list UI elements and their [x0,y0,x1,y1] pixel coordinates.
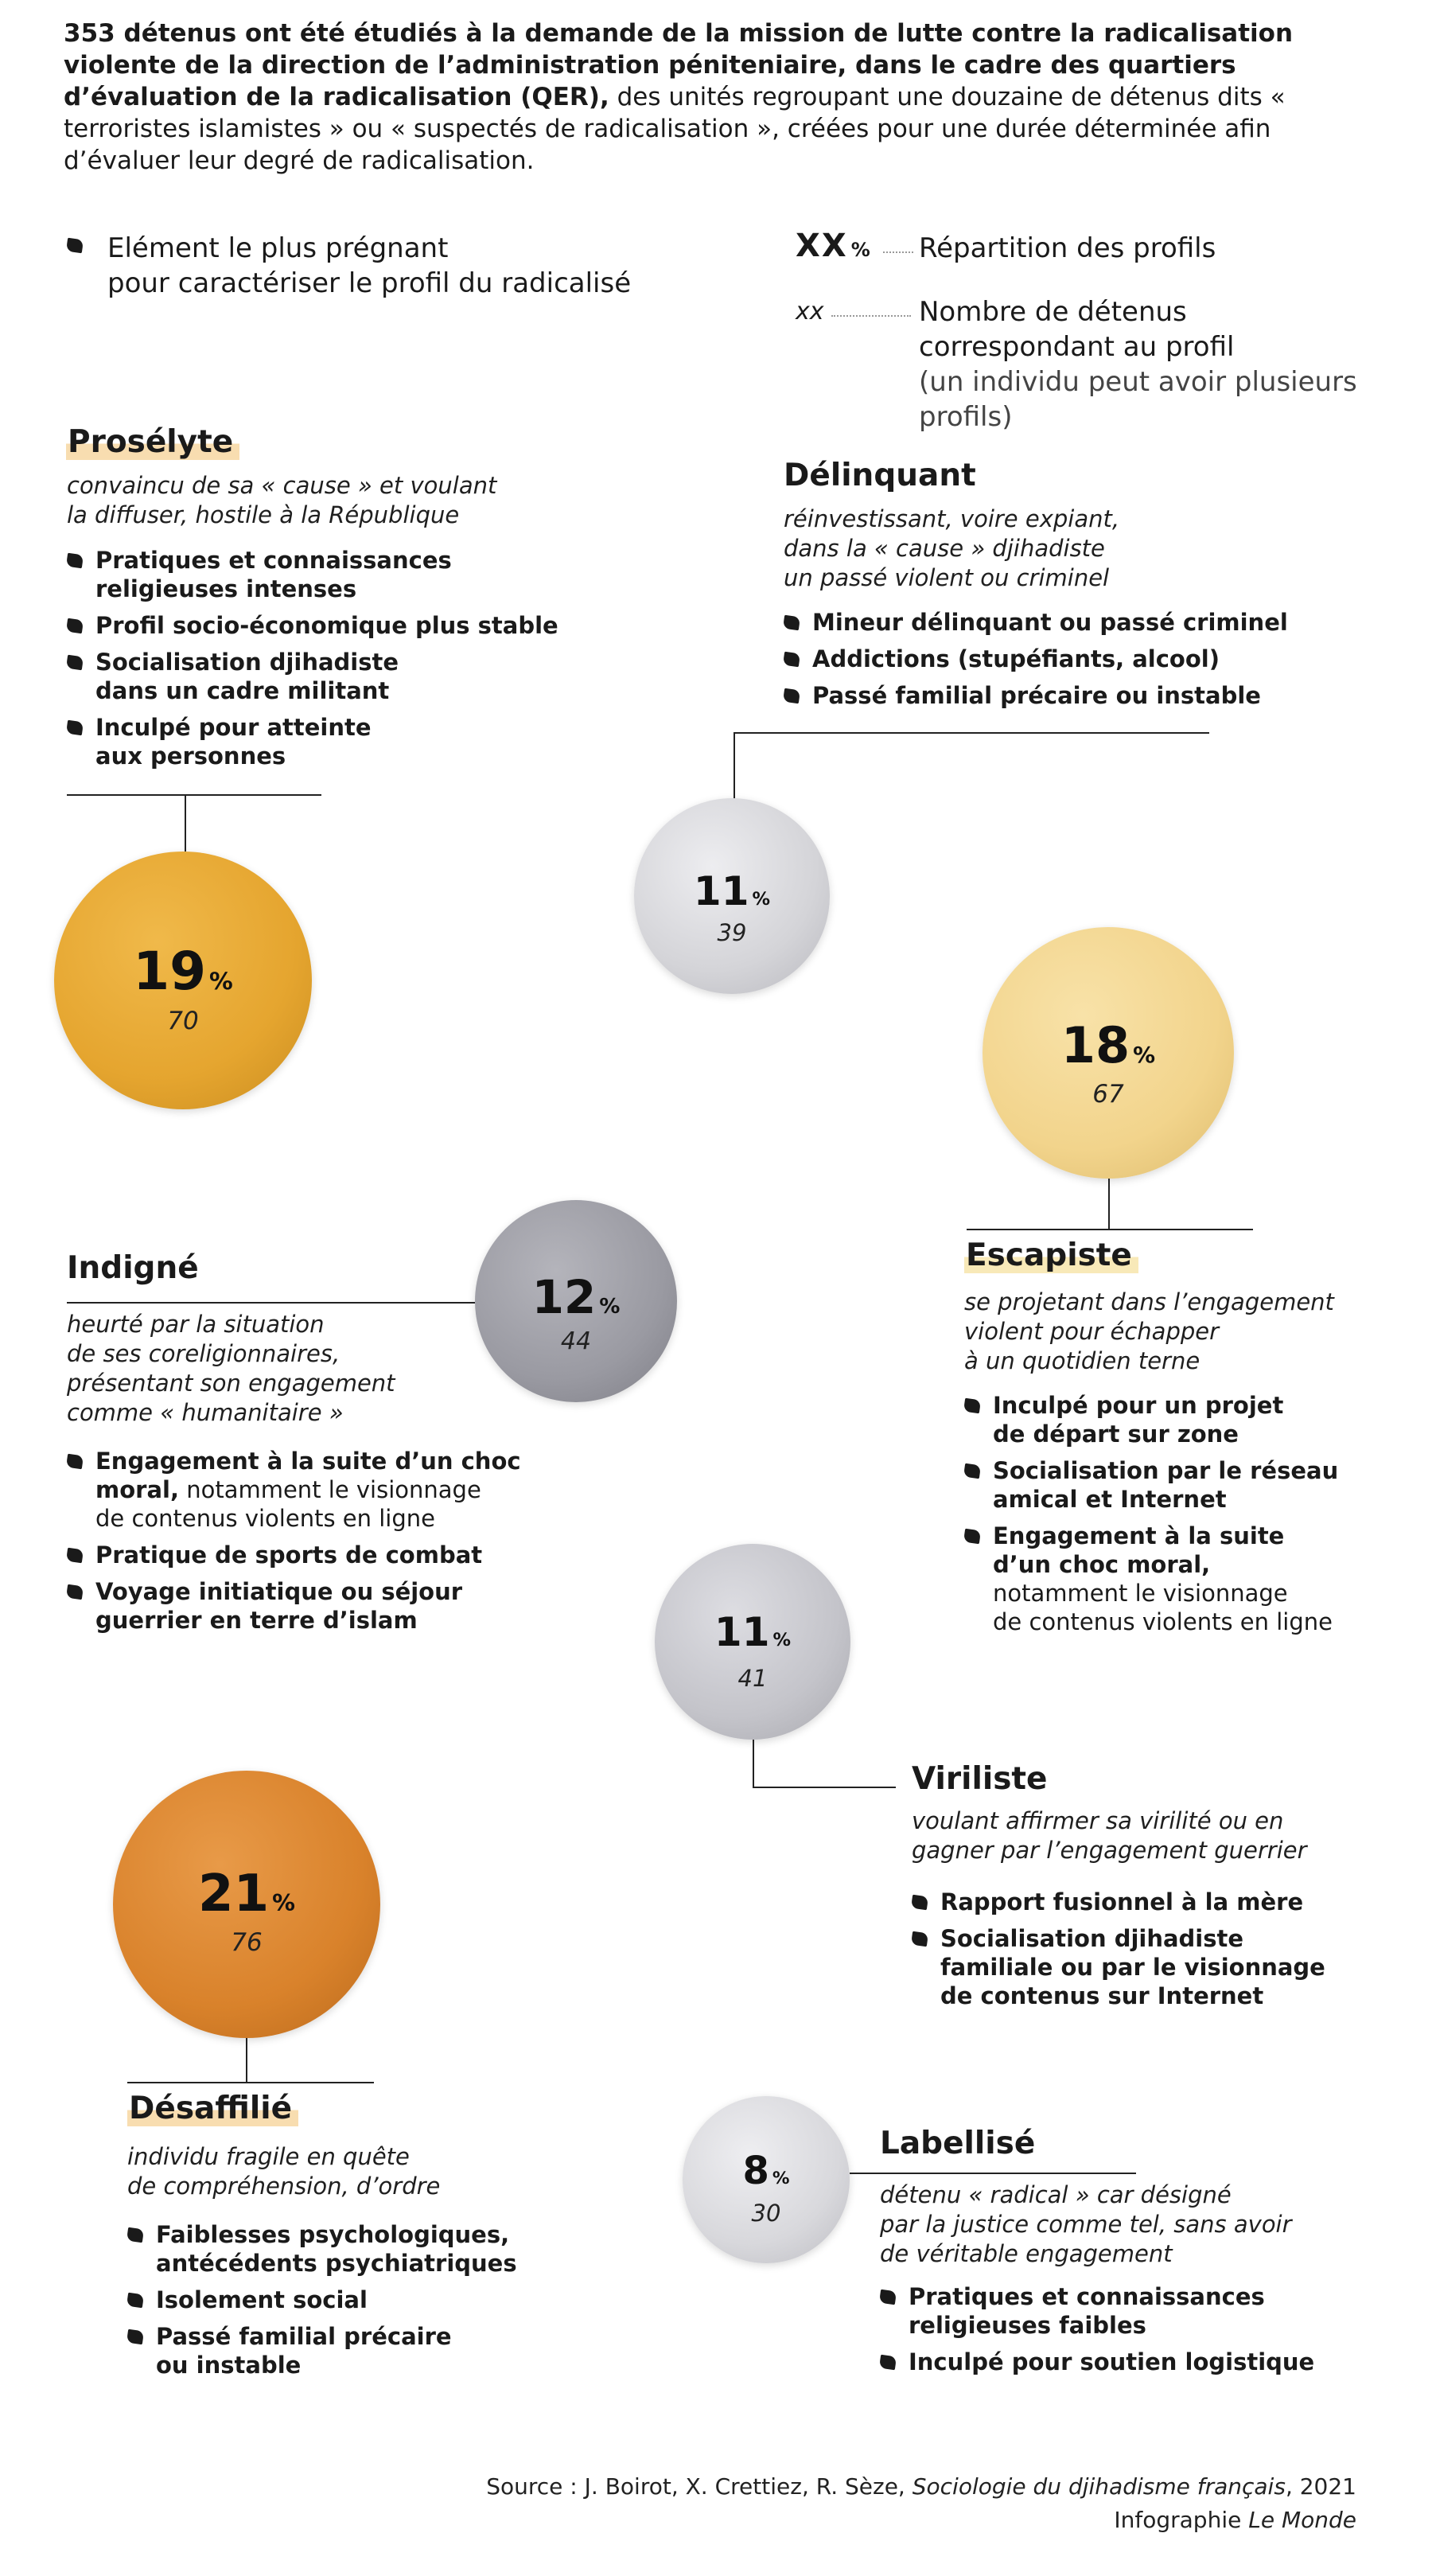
delinquant-connector-v [734,732,735,800]
list-item: Rapport fusionnel à la mère [912,1888,1405,1916]
bullet-icon [911,1931,928,1947]
list-item: Inculpé pour atteinte aux personnes [67,713,624,770]
list-item: Socialisation par le réseau amical et Internet [964,1456,1410,1514]
bullet-icon [783,615,800,631]
indigne-title: Indigné [67,1250,199,1286]
bullet-icon [879,2290,897,2305]
viriliste-count: 41 [737,1665,768,1692]
labellise-circle [683,2096,850,2263]
list-item: Engagement à la suite d’un choc moral, notamment le visionnage de contenus violents en ligne [964,1522,1410,1636]
bullet-icon [66,655,84,671]
bullet-icon [911,1895,928,1911]
escapiste-items [964,1391,1410,1644]
list-item: Socialisation djihadiste familiale ou par le visionnage de contenus sur Internet [912,1924,1405,2010]
list-item: Pratiques et connaissances religieuses intenses [67,546,624,603]
labellise-count: 30 [751,2200,781,2227]
bullet-icon [879,2355,897,2371]
proselyte-pct: 19 % [133,941,233,1002]
legend-pct-symbol: XX % [796,228,872,264]
bullet-icon [66,720,84,736]
escapiste-connector-h [967,1229,1253,1230]
viriliste-connector-v [753,1740,754,1787]
indigne-items [67,1447,576,1643]
indigne-pct: 12 % [531,1270,621,1324]
bullet-icon [126,2293,144,2309]
list-item: Inculpé pour soutien logistique [880,2348,1405,2376]
list-item: Voyage initiatique ou séjour guerrier en terre d’islam [67,1577,576,1635]
legend-count-dots [831,315,911,317]
indigne-count: 44 [560,1327,592,1355]
list-item: Faiblesses psychologiques, antécédents psychiatriques [127,2220,605,2278]
desaffilie-connector-v [246,2038,247,2083]
delinquant-connector-h [734,732,1209,734]
escapiste-connector-v [1108,1179,1110,1230]
proselyte-title-text: Prosélyte [66,424,239,460]
bullet-icon [783,688,800,704]
escapiste-count: 67 [1092,1080,1124,1109]
viriliste-connector-h [753,1787,896,1788]
viriliste-title: Viriliste [912,1761,1048,1797]
desaffilie-circle [113,1771,380,2038]
delinquant-items [784,608,1388,718]
escapiste-title: Escapiste [964,1237,1138,1275]
escapiste-circle [983,927,1234,1179]
list-item: Passé familial précaire ou instable [127,2322,605,2379]
legend-pct-label: Répartition des profils [919,232,1216,264]
desaffilie-description: individu fragile en quête de compréhension, d’ordre [127,2143,441,2200]
intro-paragraph [64,18,1352,177]
desaffilie-pct: 21 % [198,1865,295,1923]
proselyte-items [67,546,624,778]
legend-bullet-icon [66,238,84,254]
labellise-items [880,2282,1405,2384]
list-item: Pratique de sports de combat [67,1541,576,1569]
legend-pct-dots [883,251,913,253]
delinquant-title: Délinquant [784,458,976,493]
bullet-icon [66,1454,84,1470]
bullet-icon [126,2227,144,2243]
bullet-icon [783,652,800,668]
labellise-pct: 8 % [742,2149,790,2193]
viriliste-pct: 11 % [714,1609,792,1655]
legend-count-symbol: xx [796,298,824,325]
source-line: Source : J. Boirot, X. Crettiez, R. Sèze, Sociologie du djihadisme français, 2021 [486,2473,1356,2500]
desaffilie-connector-h [127,2082,374,2083]
proselyte-circle [54,852,312,1109]
labellise-connector-h [850,2173,1136,2174]
indigne-connector-h [67,1302,475,1304]
intro-rest: des unités regroupant une douzaine de détenus dits « terroristes islamistes » ou « suspectés de radicalisation », créées pour une durée déterminée afin d’évaluer leur degré de radicalisation. [64,83,1286,175]
desaffilie-title: Désaffilié [127,2090,298,2128]
list-item: Mineur délinquant ou passé criminel [784,608,1388,637]
delinquant-pct: 11 % [693,868,771,914]
list-item: Isolement social [127,2286,605,2314]
labellise-title: Labellisé [880,2126,1036,2161]
bullet-icon [963,1529,981,1545]
escapiste-pct: 18 % [1060,1016,1156,1074]
bullet-icon [66,553,84,569]
infographie-credit: Infographie Le Monde [1114,2507,1356,2533]
list-item: Profil socio-économique plus stable [67,611,624,640]
escapiste-description: se projetant dans l’engagement violent pour échapper à un quotidien terne [964,1288,1334,1374]
proselyte-description: convaincu de sa « cause » et voulant la diffuser, hostile à la République [67,472,497,528]
proselyte-title [66,423,239,462]
bullet-icon [66,1548,84,1564]
delinquant-description: réinvestissant, voire expiant, dans la « cause » djihadiste un passé violent ou criminel [784,505,1120,591]
delinquant-count: 39 [717,919,747,946]
delinquant-circle [634,798,830,994]
source-credit [486,2470,1356,2537]
list-item: Engagement à la suite d’un choc moral, notamment le visionnage de contenus violents en ligne [67,1447,576,1533]
viriliste-description: voulant affirmer sa virilité ou en gagner par l’engagement guerrier [912,1807,1307,1864]
bullet-icon [126,2329,144,2345]
list-item: Pratiques et connaissances religieuses faibles [880,2282,1405,2340]
bullet-icon [963,1398,981,1414]
list-item: Passé familial précaire ou instable [784,681,1388,710]
proselyte-connector-v [185,794,186,852]
list-item: Addictions (stupéfiants, alcool) [784,645,1388,673]
list-item: Socialisation djihadiste dans un cadre militant [67,648,624,705]
bullet-icon [66,618,84,634]
labellise-description: détenu « radical » car désigné par la justice comme tel, sans avoir de véritable engagement [880,2181,1292,2267]
bullet-icon [963,1463,981,1479]
legend-count-text: Nombre de détenus correspondant au profil (un individu peut avoir plusieurs profils) [919,296,1357,433]
legend-bullet-text: Elément le plus prégnant pour caractériser le profil du radicalisé [107,232,632,299]
desaffilie-items [127,2220,605,2387]
intro-bold: 353 détenus ont été étudiés à la demande de la mission de lutte contre la radicalisation violente de la direction de l’administration péniteniaire, dans le cadre des quartiers d’évaluation de la radicalisation (QER), [64,19,1294,111]
bullet-icon [66,1584,84,1600]
proselyte-connector-h [67,794,321,796]
list-item: Inculpé pour un projet de départ sur zone [964,1391,1410,1448]
proselyte-count: 70 [167,1007,199,1035]
indigne-description: heurté par la situation de ses coreligionnaires, présentant son engagement comme « humanitaire » [67,1311,395,1426]
viriliste-circle [655,1544,850,1740]
desaffilie-count: 76 [231,1928,263,1957]
viriliste-items [912,1888,1405,2018]
